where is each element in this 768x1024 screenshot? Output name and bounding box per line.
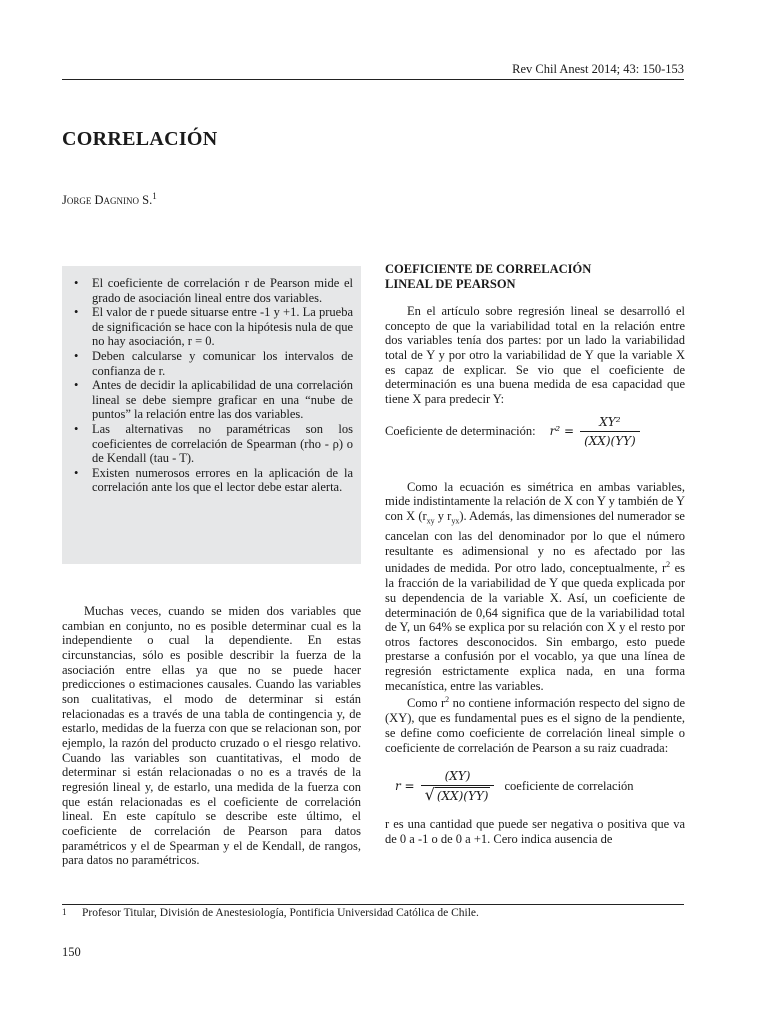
key-point-text: El coeficiente de correlación r de Pearson mide el grado de asociación lineal entre dos variables. [92, 276, 353, 305]
square-root [425, 787, 491, 804]
paragraph-range: r es una cantidad que puede ser negativa o positiva que va de 0 a -1 o de 0 a +1. Cero indica ausencia de [385, 817, 685, 846]
key-point-item [70, 378, 353, 422]
author-footnote-mark: 1 [152, 191, 157, 201]
fraction-numerator: (XY) [444, 768, 471, 783]
equation-lhs: r² = [549, 424, 575, 439]
key-point-item [70, 349, 353, 378]
subscript: yx [451, 516, 460, 526]
article-title: CORRELACIÓN [62, 128, 218, 150]
section-heading [385, 262, 685, 291]
footnote-divider [62, 904, 684, 905]
journal-citation: Rev Chil Anest 2014; 43: 150-153 [512, 62, 684, 76]
author-name: Jorge Dagnino S. [62, 193, 153, 208]
superscript: 2 [445, 695, 450, 705]
bullet-icon: • [74, 378, 79, 393]
paragraph-determination: En el artículo sobre regresión lineal se desarrolló el concepto de que la variabilidad total en la relación entre dos variables tenía dos partes: por un lado la variabilidad total de Y y por otro la variabilidad de Y que la variable X es capaz de explicar. Se vio que el coeficiente de determinación es una buena medida de esa capacidad que tiene X para predecir Y: [385, 304, 685, 406]
key-point-text: Deben calcularse y comunicar los intervalos de confianza de r. [92, 348, 353, 378]
fraction-denominator: (XX)(YY) [580, 431, 640, 449]
sqrt-icon: √ [424, 785, 435, 805]
key-point-text: El valor de r puede situarse entre -1 y +1. La prueba de significación se hace con la hipótesis nula de que no hay asociación, r = 0. [92, 305, 353, 349]
text-run: Como la ecuación es simétrica en ambas variables, mide indistintamente la relación de X con Y y también de Y con X (r [385, 479, 685, 523]
author-line [62, 191, 157, 208]
bullet-icon: • [74, 305, 79, 320]
key-point-item [70, 305, 353, 349]
fraction-numerator: XY² [599, 414, 621, 429]
section-heading-line-1: COEFICIENTE DE CORRELACIÓN [385, 262, 592, 276]
key-point-item [70, 422, 353, 466]
fraction [580, 415, 640, 448]
text-run: no contiene información respecto del signo de (XY), que es fundamental pues es el signo de la pendiente, se define como coeficiente de correlación lineal simple o coeficiente de correlación de Pearson a su raiz cuadrada: [385, 696, 685, 755]
right-column-body [385, 262, 685, 847]
text-run: ). Además, las dimensiones del numerador se cancelan con las del denominador por lo que el número resultante es adimensional y no es afectado por las unidades de medida. Por otro lado, conceptualmente, r [385, 508, 685, 576]
subscript: xy [426, 516, 435, 526]
left-column-body [62, 604, 361, 868]
equation-correlation [385, 761, 685, 811]
paragraph-pearson-definition [385, 693, 685, 755]
equation-label: coeficiente de correlación [504, 778, 634, 793]
paragraph-symmetry [385, 480, 685, 694]
footnote-mark: 1 [62, 907, 67, 917]
sqrt-radicand: (XX)(YY) [436, 789, 489, 804]
bullet-icon: • [74, 276, 79, 290]
intro-paragraph: Muchas veces, cuando se miden dos variables que cambian en conjunto, no es posible determinar cual es la independiente o cual la dependiente. En estas circunstancias, sólo es posible describir la fuerza de la asociación entre ellas ya que no se puede hacer predicciones o estimaciones causales. Cuando las variables son cualitativas, el modo de determinar si están relacionadas es a través de una tabla de contingencia y, de estarlo, medidas de la fuerza con que se relacionan son, por ejemplo, la razón del producto cruzado o el riesgo relativo. Cuando las variables son cuantitativas, el modo de determinar si están relacionadas o no es a través de la regresión lineal y, de estarlo, una medida de la fuerza con que están relacionadas es el coeficiente de correlación lineal. En este capítulo se describe este último, el coeficiente de correlación de Pearson para datos paramétricos y el de Spearman y el de Kendall, de rangos, para datos no paramétricos. [62, 604, 361, 868]
fraction-denominator-wrap [421, 785, 495, 804]
text-run: y r [434, 508, 452, 523]
text-run: es la fracción de la variabilidad de Y que queda explicada por su dependencia de la variable X. Así, un coeficiente de determinación de 0,64 significa que de la variabilidad total de Y, un 64% se explica por su relación con X y el resto por otros factores desconocidos. Sin embargo, esto puede prestarse a confusión por el vocablo, ya que una línea de regresión estrictamente explica nada, en una forma mecanística, entre las variables. [385, 561, 685, 693]
header-divider [62, 79, 684, 80]
equation-lhs: r = [395, 778, 415, 793]
key-point-item [70, 466, 353, 495]
page-number: 150 [62, 945, 81, 959]
key-points-list [70, 276, 353, 495]
equation-label: Coeficiente de determinación: [385, 424, 536, 439]
fraction [421, 769, 495, 804]
footnote-text: Profesor Titular, División de Anestesiología, Pontificia Universidad Católica de Chile. [82, 907, 479, 919]
bullet-icon: • [74, 348, 79, 363]
key-points-box [62, 266, 361, 564]
bullet-icon: • [74, 421, 79, 436]
text-run: Como r [407, 696, 446, 711]
key-point-item [70, 276, 353, 305]
superscript: 2 [666, 560, 671, 570]
equation-determination [385, 410, 685, 454]
key-point-text: Antes de decidir la aplicabilidad de una correlación lineal se debe siempre graficar en una “nube de puntos” la relación entre las dos variables. [92, 378, 353, 422]
section-heading-line-2: LINEAL DE PEARSON [385, 276, 516, 291]
footnote [62, 907, 479, 919]
key-point-text: Existen numerosos errores en la aplicación de la correlación ante los que el lector debe estar alerta. [92, 465, 353, 495]
bullet-icon: • [74, 465, 79, 480]
key-point-text: Las alternativas no paramétricas son los coeficientes de correlación de Spearman (rho - ρ) o de Kendall (tau - T). [92, 421, 353, 466]
